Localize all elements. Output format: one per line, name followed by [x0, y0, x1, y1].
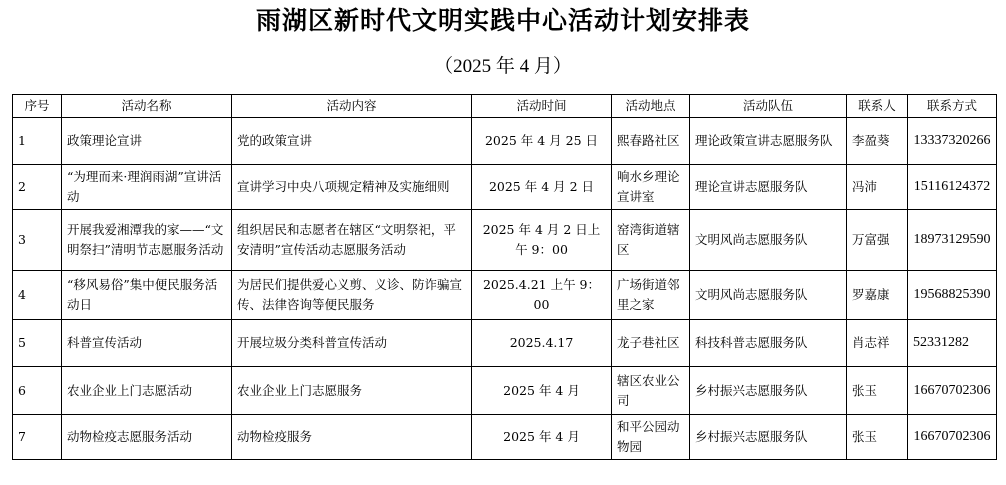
cell-phone: 18973129590: [908, 210, 997, 271]
cell-seq: 4: [13, 271, 62, 320]
cell-place: 和平公园动物园: [612, 415, 690, 460]
cell-name: 开展我爱湘潭我的家——“文明祭扫”清明节志愿服务活动: [62, 210, 232, 271]
cell-name: 动物检疫志愿服务活动: [62, 415, 232, 460]
header-team: 活动队伍: [690, 95, 847, 118]
cell-place: 响水乡理论宣讲室: [612, 165, 690, 210]
cell-seq: 3: [13, 210, 62, 271]
cell-place: 龙子巷社区: [612, 320, 690, 367]
cell-seq: 2: [13, 165, 62, 210]
cell-time: 2025 年 4 月 25 日: [472, 118, 612, 165]
cell-contact: 张玉: [847, 367, 908, 415]
cell-team: 文明风尚志愿服务队: [690, 271, 847, 320]
cell-name: 政策理论宣讲: [62, 118, 232, 165]
header-phone: 联系方式: [908, 95, 997, 118]
cell-seq: 7: [13, 415, 62, 460]
cell-time: 2025 年 4 月 2 日: [472, 165, 612, 210]
table-row: [13, 118, 997, 165]
cell-content: 为居民们提供爱心义剪、义诊、防诈骗宣传、法律咨询等便民服务: [232, 271, 472, 320]
cell-seq: 6: [13, 367, 62, 415]
header-contact: 联系人: [847, 95, 908, 118]
table-row: [13, 415, 997, 460]
cell-content: 组织居民和志愿者在辖区“文明祭祀，平安清明”宣传活动志愿服务活动: [232, 210, 472, 271]
cell-team: 理论宣讲志愿服务队: [690, 165, 847, 210]
page-subtitle: （2025 年 4 月）: [434, 56, 572, 77]
cell-contact: 肖志祥: [847, 320, 908, 367]
header-content: 活动内容: [232, 95, 472, 118]
cell-seq: 5: [13, 320, 62, 367]
cell-content: 农业企业上门志愿服务: [232, 367, 472, 415]
cell-phone: 16670702306: [908, 415, 997, 460]
cell-team: 文明风尚志愿服务队: [690, 210, 847, 271]
cell-place: 窑湾街道辖区: [612, 210, 690, 271]
cell-time: 2025.4.21 上午 9：00: [472, 271, 612, 320]
cell-team: 理论政策宣讲志愿服务队: [690, 118, 847, 165]
cell-phone: 19568825390: [908, 271, 997, 320]
header-seq: 序号: [13, 95, 62, 118]
cell-place: 广场街道邻里之家: [612, 271, 690, 320]
header-place: 活动地点: [612, 95, 690, 118]
cell-phone: 13337320266: [908, 118, 997, 165]
page-title: 雨湖区新时代文明实践中心活动计划安排表: [255, 6, 750, 35]
cell-content: 动物检疫服务: [232, 415, 472, 460]
cell-name: “移风易俗”集中便民服务活动日: [62, 271, 232, 320]
cell-team: 乡村振兴志愿服务队: [690, 367, 847, 415]
cell-contact: 张玉: [847, 415, 908, 460]
cell-time: 2025 年 4 月: [472, 415, 612, 460]
header-name: 活动名称: [62, 95, 232, 118]
header-time: 活动时间: [472, 95, 612, 118]
table-row: [13, 367, 997, 415]
cell-contact: 冯沛: [847, 165, 908, 210]
cell-contact: 李盈葵: [847, 118, 908, 165]
cell-seq: 1: [13, 118, 62, 165]
table-row: [13, 165, 997, 210]
cell-name: 科普宣传活动: [62, 320, 232, 367]
cell-place: 辖区农业公司: [612, 367, 690, 415]
table-row: [13, 320, 997, 367]
cell-phone: 15116124372: [908, 165, 997, 210]
cell-time: 2025 年 4 月 2 日上午 9：00: [472, 210, 612, 271]
cell-time: 2025.4.17: [472, 320, 612, 367]
cell-content: 党的政策宣讲: [232, 118, 472, 165]
cell-contact: 万富强: [847, 210, 908, 271]
activity-table: [12, 94, 997, 460]
cell-team: 科技科普志愿服务队: [690, 320, 847, 367]
cell-phone: 52331282: [908, 320, 997, 367]
cell-name: “为理而来·理润雨湖”宣讲活动: [62, 165, 232, 210]
cell-phone: 16670702306: [908, 367, 997, 415]
table-header-row: [13, 95, 997, 118]
cell-content: 宣讲学习中央八项规定精神及实施细则: [232, 165, 472, 210]
cell-content: 开展垃圾分类科普宣传活动: [232, 320, 472, 367]
cell-place: 熙春路社区: [612, 118, 690, 165]
table-row: [13, 210, 997, 271]
cell-time: 2025 年 4 月: [472, 367, 612, 415]
cell-contact: 罗嘉康: [847, 271, 908, 320]
cell-name: 农业企业上门志愿活动: [62, 367, 232, 415]
table-row: [13, 271, 997, 320]
cell-team: 乡村振兴志愿服务队: [690, 415, 847, 460]
